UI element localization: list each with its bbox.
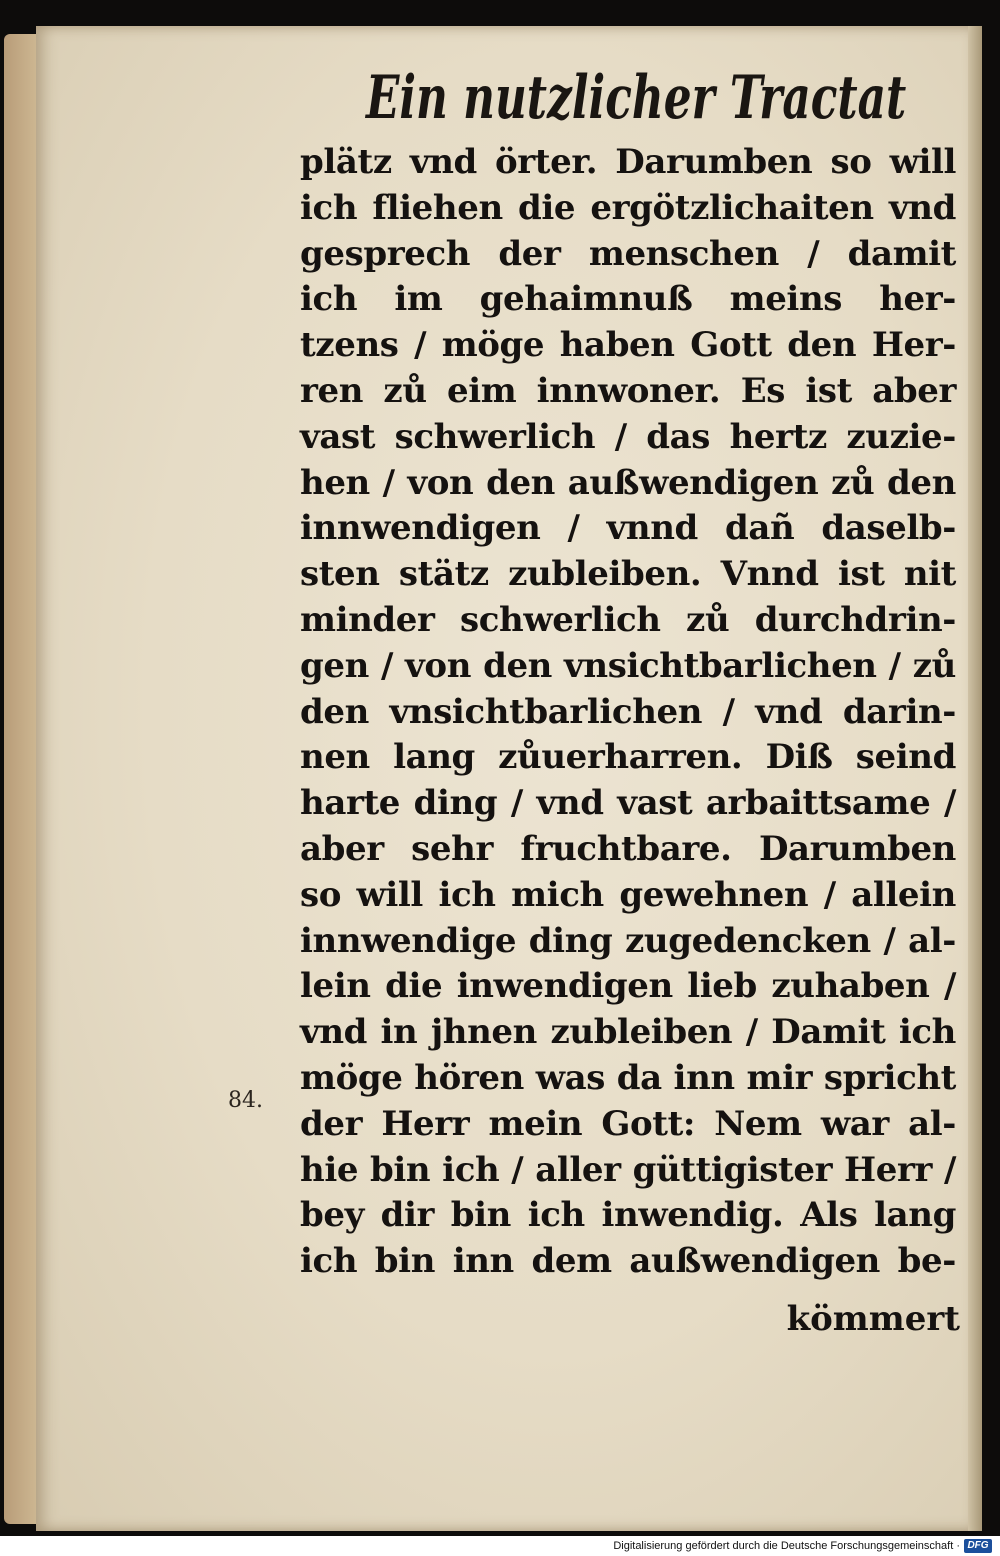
margin-note: 84. <box>228 1088 263 1113</box>
text-line: plätz vnd örter. Darumben so will <box>300 142 956 182</box>
text-line: ich fliehen die ergötzlichaiten vnd <box>300 187 956 228</box>
dfg-logo: DFG <box>964 1539 992 1553</box>
text-line: harte ding / vnd vast arbaittsame / <box>300 783 956 824</box>
text-line: nen lang zůuerharren. Diß seind <box>300 737 956 778</box>
body-text <box>300 140 956 1285</box>
text-line: ich im gehaimnuß meins her- <box>300 279 956 320</box>
text-line: bey dir bin ich inwendig. Als lang <box>300 1195 956 1236</box>
text-line: ren zů eim innwoner. Es ist aber <box>300 370 956 411</box>
text-line: möge hören was da inn mir spricht <box>300 1057 956 1098</box>
text-line: aber sehr fruchtbare. Darumben <box>300 828 956 869</box>
text-line: lein die inwendigen lieb zuhaben / <box>300 966 956 1007</box>
text-line: vnd in jhnen zubleiben / Damit ich <box>300 1012 956 1053</box>
text-line: hie bin ich / aller güttigister Herr / <box>300 1149 956 1190</box>
text-line: minder schwerlich zů durchdrin- <box>300 599 956 640</box>
text-line: tzens / möge haben Gott den Her- <box>300 325 956 366</box>
text-line: vast schwerlich / das hertz zuzie- <box>300 416 956 457</box>
text-line: hen / von den außwendigen zů den <box>300 462 956 503</box>
catchword: kömmert <box>786 1299 960 1339</box>
page-right-edge <box>968 26 982 1531</box>
text-line: so will ich mich gewehnen / allein <box>300 874 956 915</box>
text-line: der Herr mein Gott: Nem war al- <box>300 1103 956 1144</box>
text-line: gen / von den vnsichtbarlichen / zů <box>300 645 956 686</box>
text-line: innwendigen / vnnd dañ daselb- <box>300 508 956 549</box>
text-line: innwendige ding zugedencken / al- <box>300 920 956 961</box>
text-line: sten stätz zubleiben. Vnnd ist nit <box>300 554 956 595</box>
running-header: Ein nutzlicher Tractat <box>366 63 907 133</box>
text-line: den vnsichtbarlichen / vnd darin- <box>300 691 956 732</box>
text-line: ich bin inn dem außwendigen be- <box>300 1241 956 1282</box>
funding-credit: Digitalisierung gefördert durch die Deutsche Forschungsgemeinschaft · <box>613 1540 960 1552</box>
text-line: gesprech der menschen / damit <box>300 233 956 274</box>
